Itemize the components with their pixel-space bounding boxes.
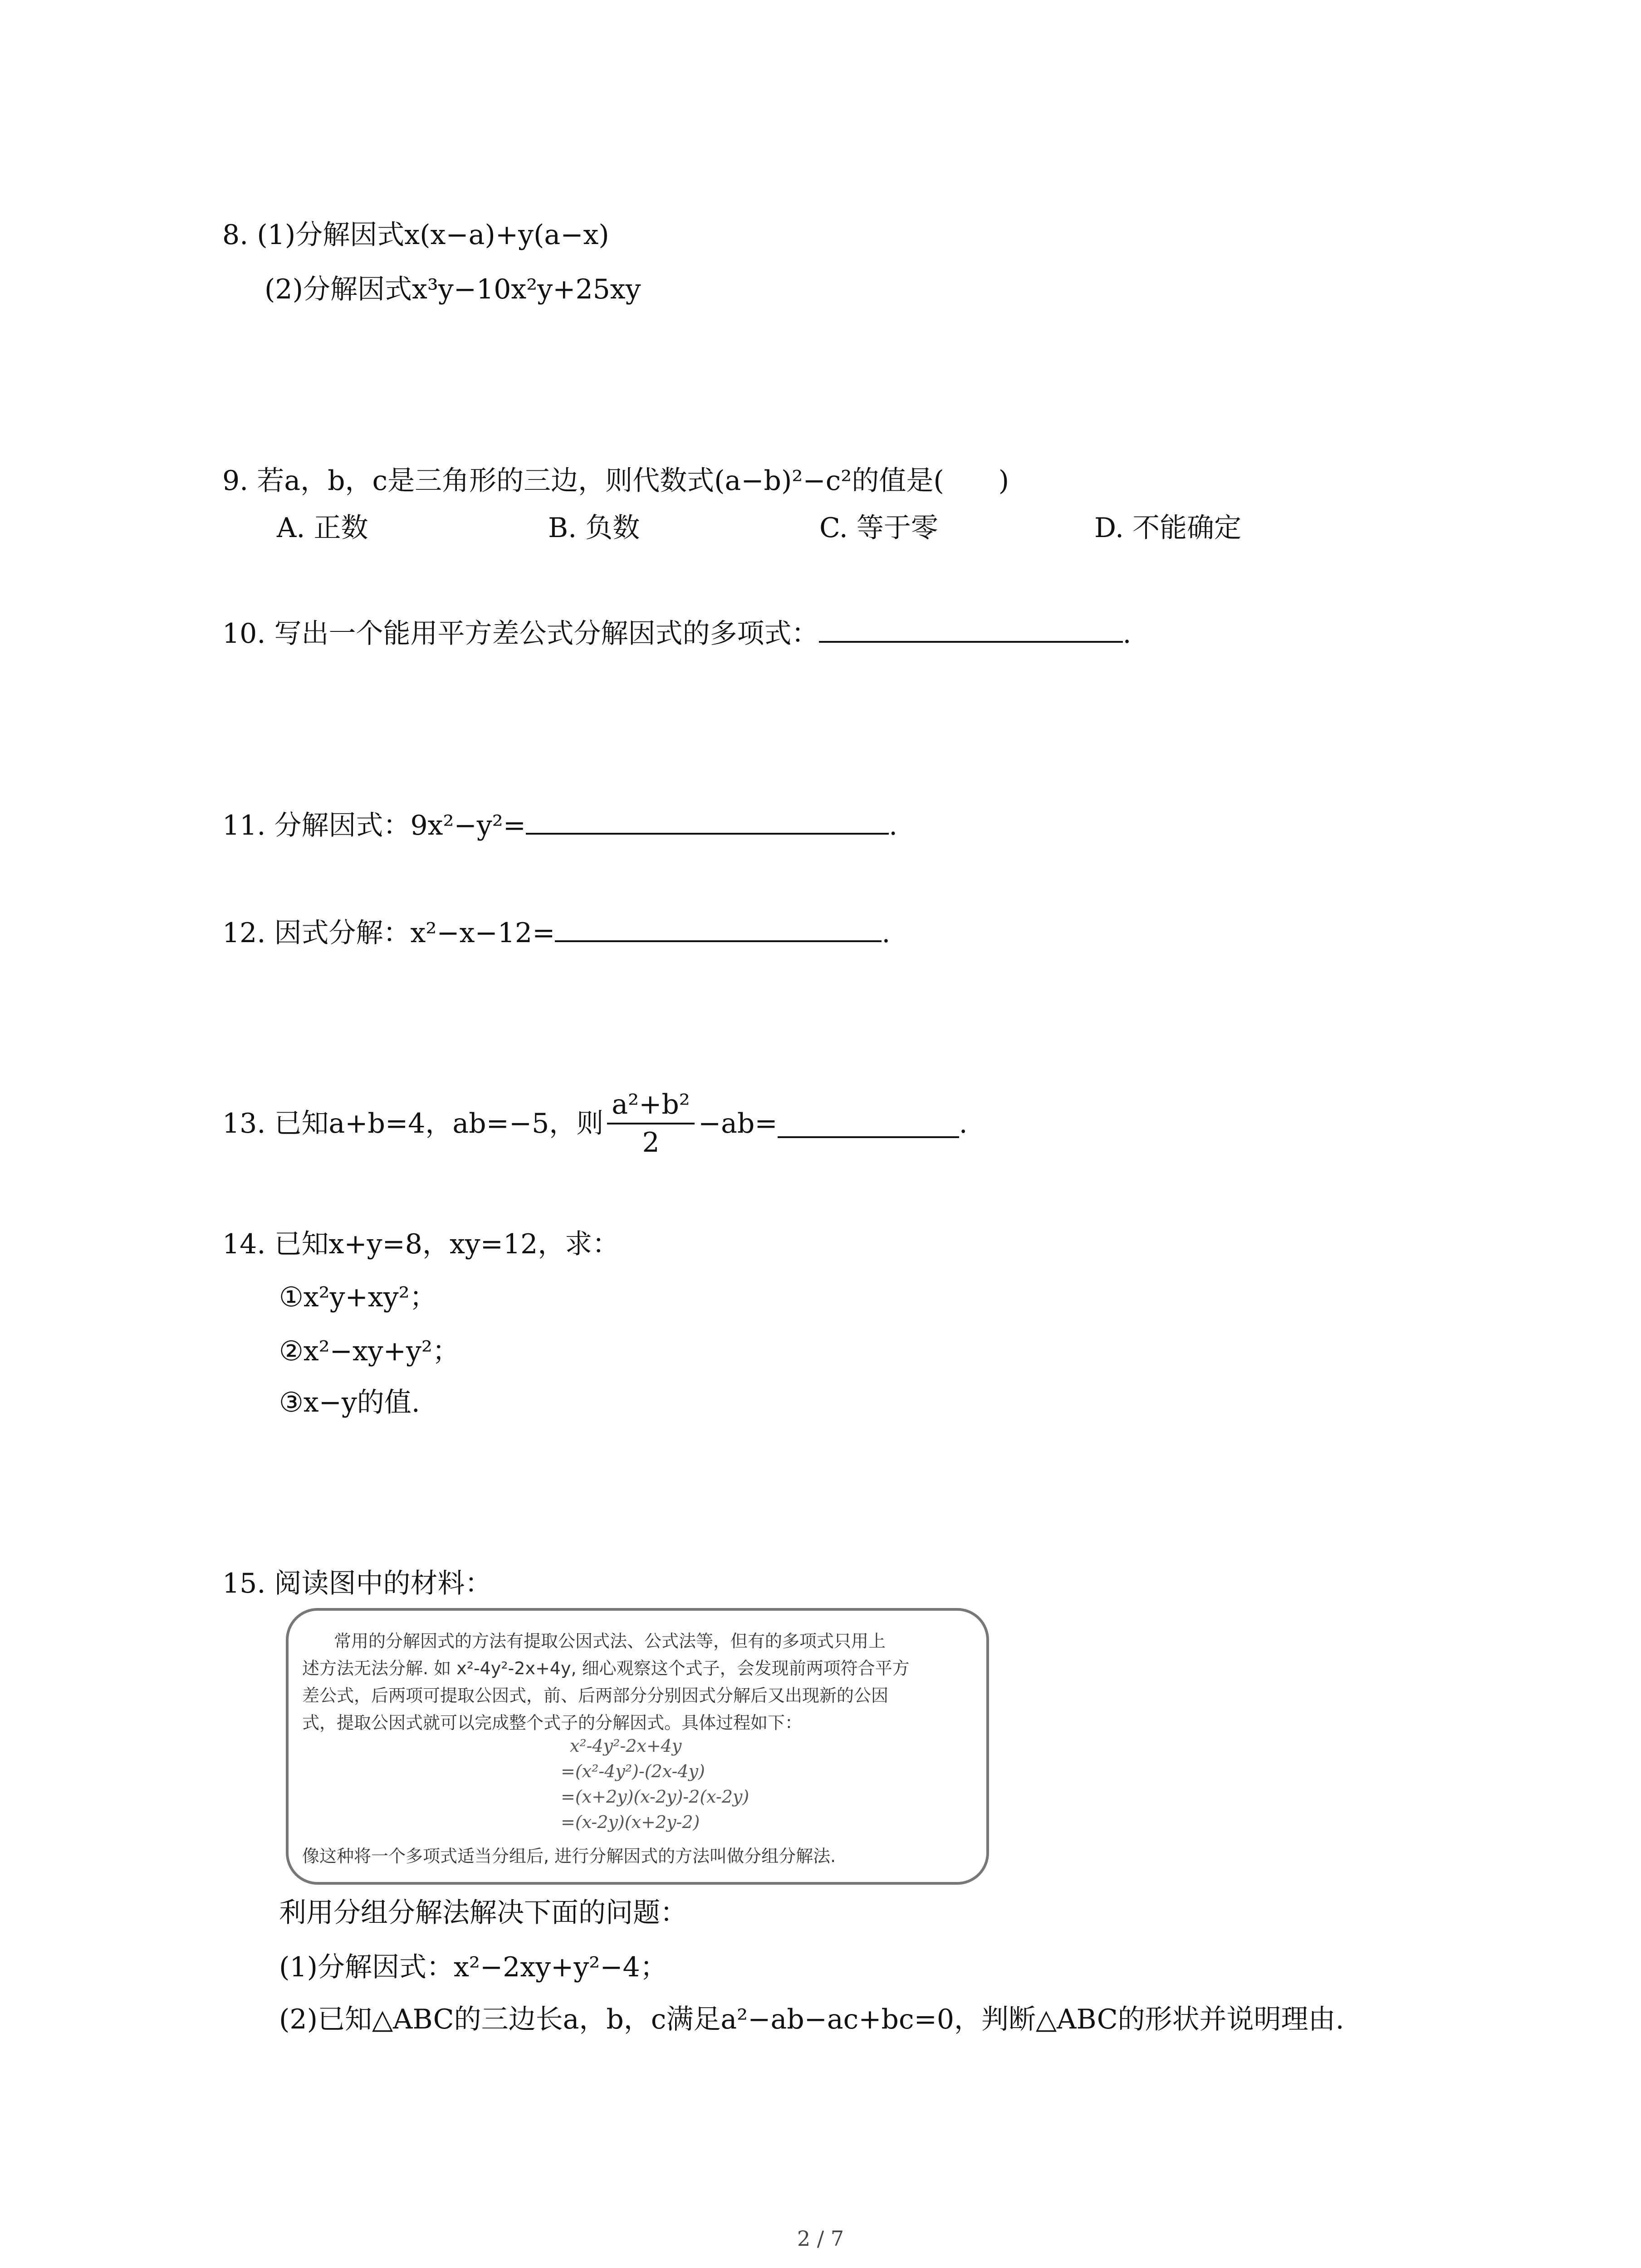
q8-line1: 8. (1)分解因式x(x−a)+y(a−x) — [222, 219, 609, 251]
material-paragraph-1: 常用的分解因式的方法有提取公因式法、公式法等，但有的多项式只用上 — [334, 1631, 886, 1651]
q9-option-c: C. 等于零 — [819, 512, 938, 544]
q14-item-1: ①x²y+xy²； — [279, 1281, 437, 1313]
q10-answer-blank[interactable] — [819, 614, 1123, 643]
q11-period: . — [889, 810, 898, 841]
q13-numerator: a²+b² — [607, 1086, 695, 1124]
material-step-1: x²-4y²-2x+4y — [570, 1736, 682, 1756]
q9-option-a: A. 正数 — [277, 512, 368, 544]
reading-material-box — [286, 1608, 989, 1885]
q14-item-3: ③x−y的值. — [279, 1387, 420, 1418]
q15-stem: 15. 阅读图中的材料： — [222, 1568, 492, 1599]
q13-denominator: 2 — [642, 1127, 660, 1158]
q11-text: 11. 分解因式：9x²−y²= — [222, 810, 526, 841]
q9-option-d: D. 不能确定 — [1094, 512, 1242, 544]
q12 — [222, 913, 890, 952]
material-step-4: =(x-2y)(x+2y-2) — [561, 1812, 700, 1832]
q14-stem: 14. 已知x+y=8，xy=12，求： — [222, 1228, 620, 1260]
q10-period: . — [1122, 618, 1132, 650]
q15-sub2: (2)已知△ABC的三边长a，b，c满足a²−ab−ac+bc=0，判断△ABC的形状并说明理由. — [279, 2004, 1344, 2035]
q13 — [222, 1086, 968, 1161]
q9-stem: 9. 若a，b，c是三角形的三边，则代数式(a−b)²−c²的值是( ) — [222, 465, 1009, 497]
q10-text: 10. 写出一个能用平方差公式分解因式的多项式： — [222, 618, 819, 650]
q10 — [222, 614, 1132, 653]
q12-text: 12. 因式分解：x²−x−12= — [222, 917, 555, 949]
material-paragraph-4: 式，提取公因式就可以完成整个式子的分解因式。具体过程如下： — [302, 1713, 803, 1733]
q13-answer-blank[interactable] — [778, 1109, 959, 1138]
q11-answer-blank[interactable] — [526, 806, 889, 835]
material-paragraph-2: 述方法无法分解. 如 x²-4y²-2x+4y, 细心观察这个式子，会发现前两项符合平方 — [302, 1658, 910, 1678]
q8-line2: (2)分解因式x³y−10x²y+25xy — [265, 274, 641, 305]
q13-post: −ab= — [698, 1108, 778, 1139]
q12-answer-blank[interactable] — [555, 913, 882, 942]
q13-pre: 13. 已知a+b=4，ab=−5，则 — [222, 1108, 604, 1139]
q14-item-2: ②x²−xy+y²； — [279, 1335, 460, 1367]
q12-period: . — [882, 917, 891, 949]
q9-option-b: B. 负数 — [548, 512, 640, 544]
material-step-3: =(x+2y)(x-2y)-2(x-2y) — [561, 1787, 749, 1807]
page-number: 2 / 7 — [797, 2226, 844, 2251]
material-paragraph-3: 差公式，后两项可提取公因式，前、后两部分分别因式分解后又出现新的公因 — [302, 1686, 889, 1706]
q11 — [222, 806, 897, 845]
q13-fraction — [607, 1086, 695, 1161]
material-conclusion: 像这种将一个多项式适当分组后, 进行分解因式的方法叫做分组分解法. — [302, 1846, 836, 1866]
q13-period: . — [959, 1108, 968, 1139]
q15-sub1: (1)分解因式：x²−2xy+y²−4； — [279, 1951, 667, 1983]
q15-instruction: 利用分组分解法解决下面的问题： — [279, 1897, 687, 1929]
material-step-2: =(x²-4y²)-(2x-4y) — [561, 1761, 705, 1781]
